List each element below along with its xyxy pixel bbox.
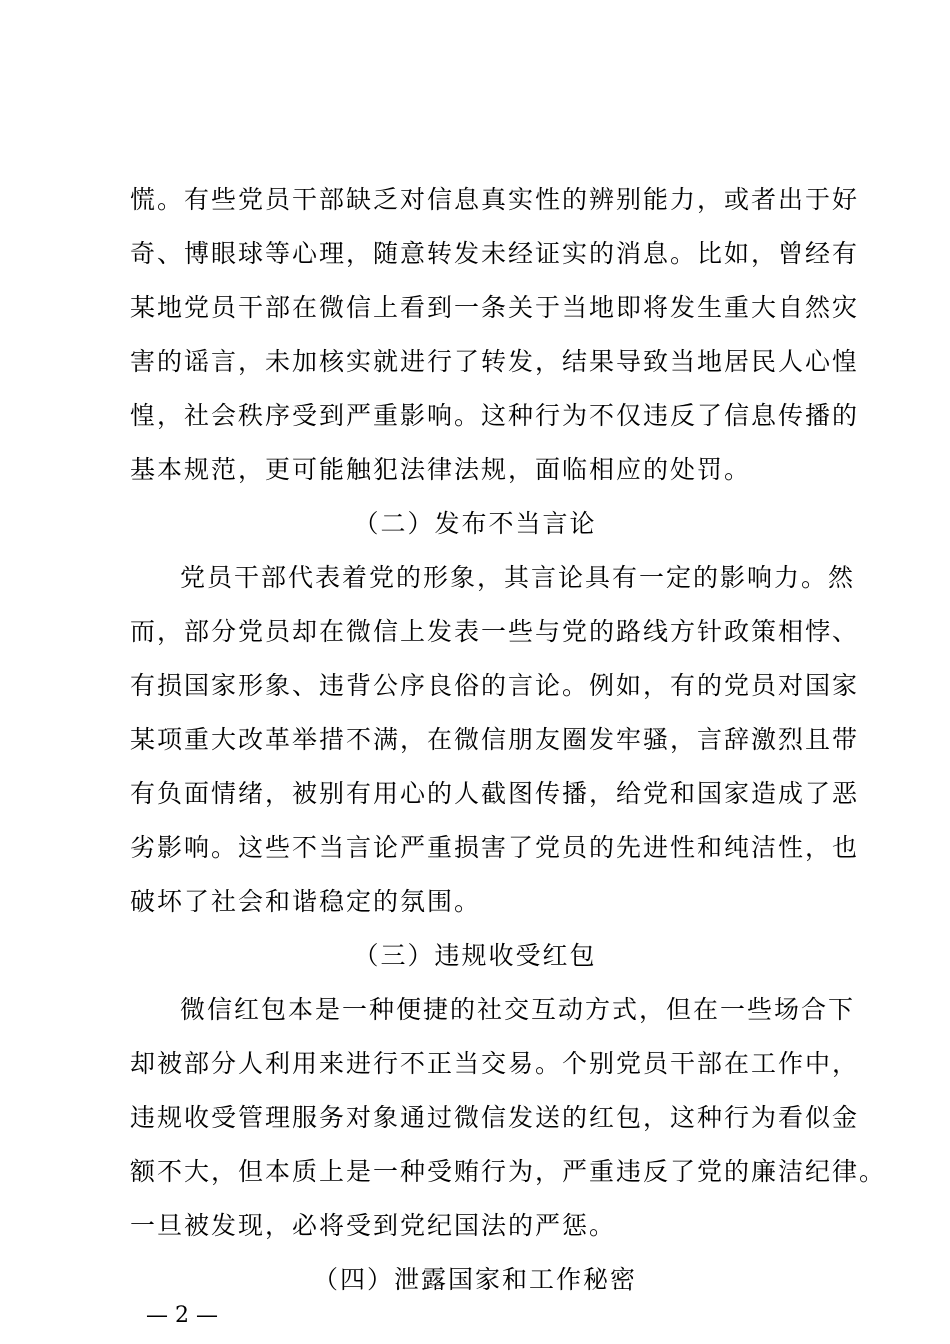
paragraph-line: 害的谣言，未加核实就进行了转发，结果导致当地居民人心惶 [130, 347, 860, 376]
paragraph-line: 基本规范，更可能触犯法律法规，面临相应的处罚。 [130, 455, 752, 484]
paragraph-line: 党员干部代表着党的形象，其言论具有一定的影响力。然 [180, 563, 856, 592]
paragraph-line: 微信红包本是一种便捷的社交互动方式，但在一些场合下 [180, 995, 856, 1024]
paragraph-line: 劣影响。这些不当言论严重损害了党员的先进性和纯洁性，也 [130, 833, 860, 862]
paragraph-line: 某地党员干部在微信上看到一条关于当地即将发生重大自然灾 [130, 293, 860, 322]
page-number: — 2 — [146, 1303, 218, 1328]
section-heading: （二）发布不当言论 [353, 509, 597, 538]
paragraph-line: 有负面情绪，被别有用心的人截图传播，给党和国家造成了恶 [130, 779, 860, 808]
paragraph-line: 某项重大改革举措不满，在微信朋友圈发牢骚，言辞激烈且带 [130, 725, 860, 754]
paragraph-line: 慌。有些党员干部缺乏对信息真实性的辨别能力，或者出于好 [130, 185, 860, 214]
paragraph-line: 有损国家形象、违背公序良俗的言论。例如，有的党员对国家 [130, 671, 860, 700]
paragraph-line: 惶，社会秩序受到严重影响。这种行为不仅违反了信息传播的 [130, 401, 860, 430]
paragraph-line: 而，部分党员却在微信上发表一些与党的路线方针政策相悖、 [130, 617, 860, 646]
paragraph-line: 破坏了社会和谐稳定的氛围。 [130, 887, 482, 916]
paragraph-line: 却被部分人利用来进行不正当交易。个别党员干部在工作中， [130, 1049, 860, 1078]
section-heading: （四）泄露国家和工作秘密 [312, 1265, 637, 1294]
section-heading: （三）违规收受红包 [353, 941, 597, 970]
paragraph-line: 额不大，但本质上是一种受贿行为，严重违反了党的廉洁纪律。 [130, 1157, 887, 1186]
paragraph-line: 违规收受管理服务对象通过微信发送的红包，这种行为看似金 [130, 1103, 860, 1132]
paragraph-line: 奇、博眼球等心理，随意转发未经证实的消息。比如，曾经有 [130, 239, 860, 268]
paragraph-line: 一旦被发现，必将受到党纪国法的严惩。 [130, 1211, 617, 1240]
